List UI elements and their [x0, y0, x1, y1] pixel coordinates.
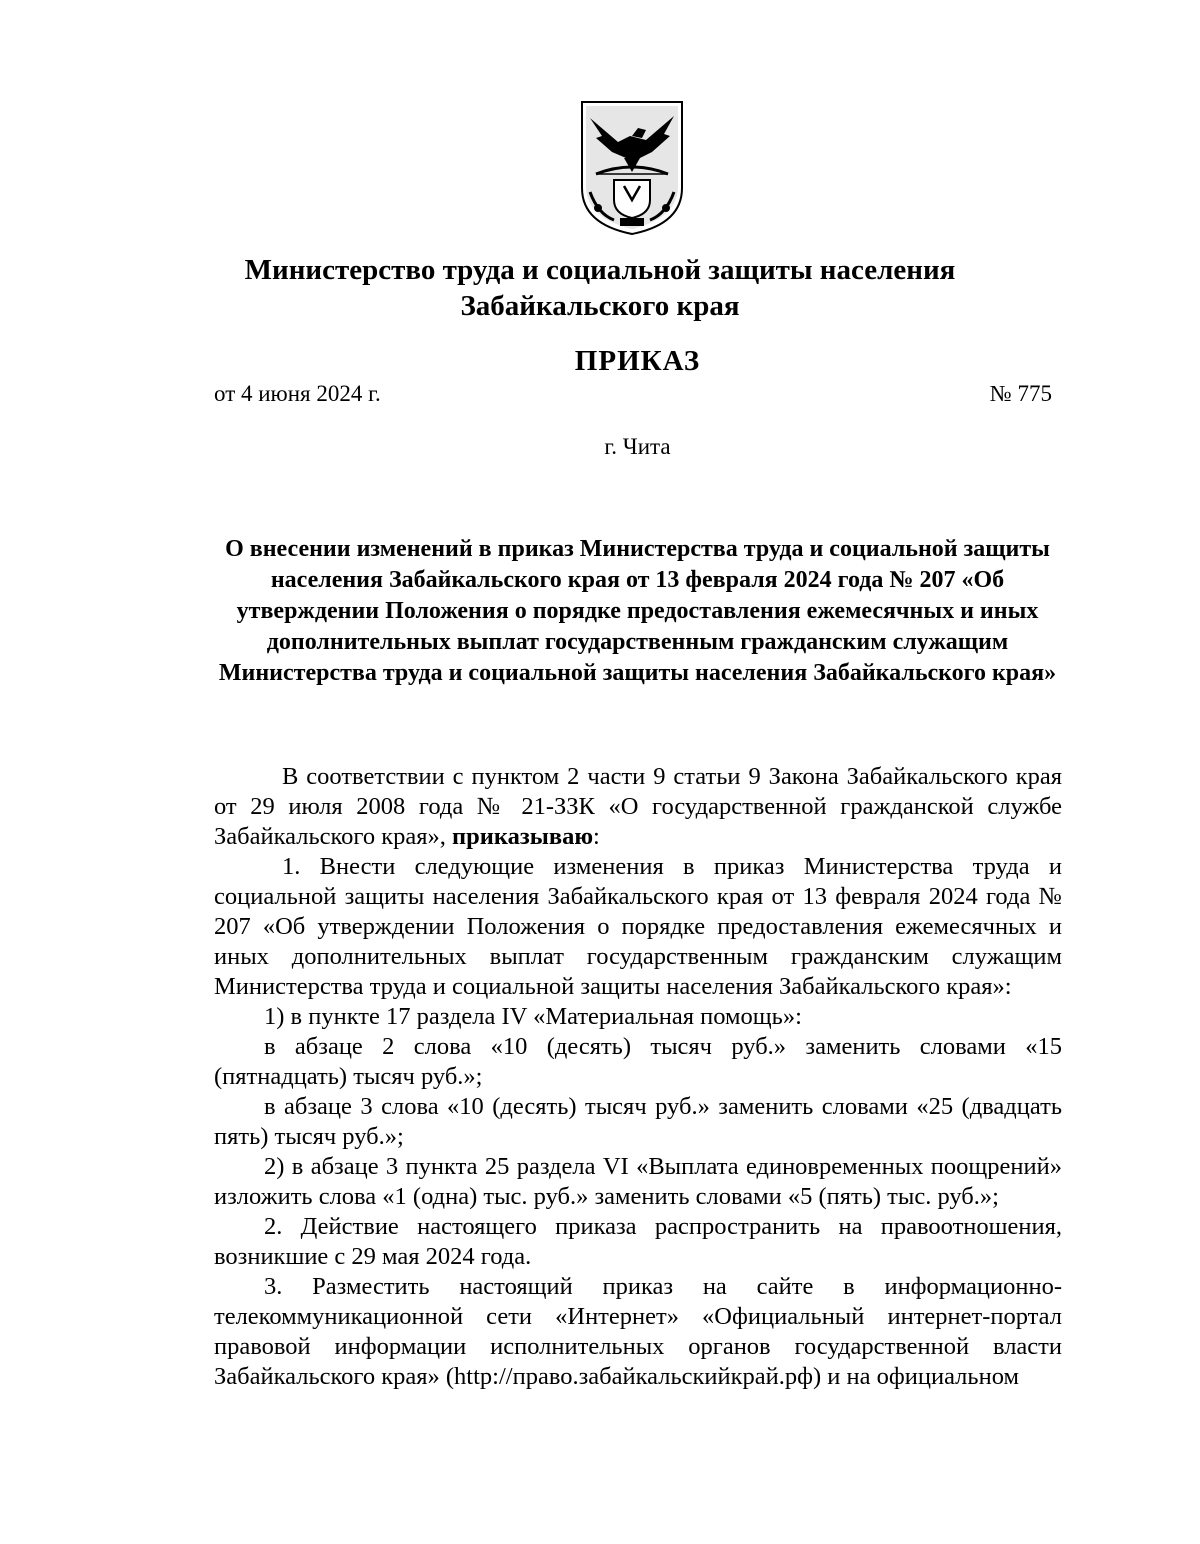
item-paragraph: 1. Внести следующие изменения в приказ Министерства труда и социальной защиты населения Забайкальского края от 13 февраля 2024 года № 207 «Об утверждении Положения о порядке предоставления ежемесячных и иных дополнительных выплат государственным гражданским служащим Министерства труда и социальной защиты населения Забайкальского края»: [214, 853, 1062, 1000]
preamble-text: В соответствии с пунктом 2 части 9 статьи 9 Закона Забайкальского края от 29 июля 2008 года № 21-ЗЗК «О государственной гражданской службе Забайкальского края», [214, 763, 1062, 850]
item-paragraph: в абзаце 3 слова «10 (десять) тысяч руб.» заменить словами «25 (двадцать пять) тысяч руб.»; [214, 1093, 1062, 1150]
document-body [214, 762, 1062, 1392]
organization-name [0, 252, 1200, 324]
item-paragraph: в абзаце 2 слова «10 (десять) тысяч руб.» заменить словами «15 (пятнадцать) тысяч руб.»; [214, 1033, 1062, 1090]
item-paragraph: 3. Разместить настоящий приказ на сайте в информационно-телекоммуникационной сети «Интернет» «Официальный интернет-портал правовой информации исполнительных органов государственной власти Забайкальского края» (http://право.забайкальскийкрай.рф) и на официальном [214, 1273, 1062, 1390]
preamble-end: : [593, 823, 600, 850]
item-paragraph: 2. Действие настоящего приказа распространить на правоотношения, возникшие с 29 мая 2024 года. [214, 1213, 1062, 1270]
organization-line-2: Забайкальского края [460, 290, 740, 322]
preamble-bold: приказываю [452, 823, 594, 850]
organization-line-1: Министерство труда и социальной защиты населения [244, 254, 956, 286]
document-type: ПРИКАЗ [574, 345, 701, 377]
item-paragraph: 2) в абзаце 3 пункта 25 раздела VI «Выплата единовременных поощрений» изложить слова «1 (одна) тыс. руб.» заменить словами «5 (пять) тыс. руб.»; [214, 1153, 1062, 1210]
document-city: г. Чита [604, 434, 671, 459]
document-date: от 4 июня 2024 г. [214, 381, 381, 406]
preamble-paragraph [214, 762, 1062, 852]
coat-of-arms-emblem [574, 96, 690, 238]
document-title: О внесении изменений в приказ Министерства труда и социальной защиты населения Забайкальского края от 13 февраля 2024 года № 207 «Об утверждении Положения о порядке предоставления ежемесячных и иных дополнительных выплат государственным гражданским служащим Министерства труда и социальной защиты населения Забайкальского края» [218, 536, 1057, 686]
document-number: № 775 [989, 381, 1052, 406]
item-paragraph: 1) в пункте 17 раздела IV «Материальная помощь»: [264, 1003, 802, 1030]
